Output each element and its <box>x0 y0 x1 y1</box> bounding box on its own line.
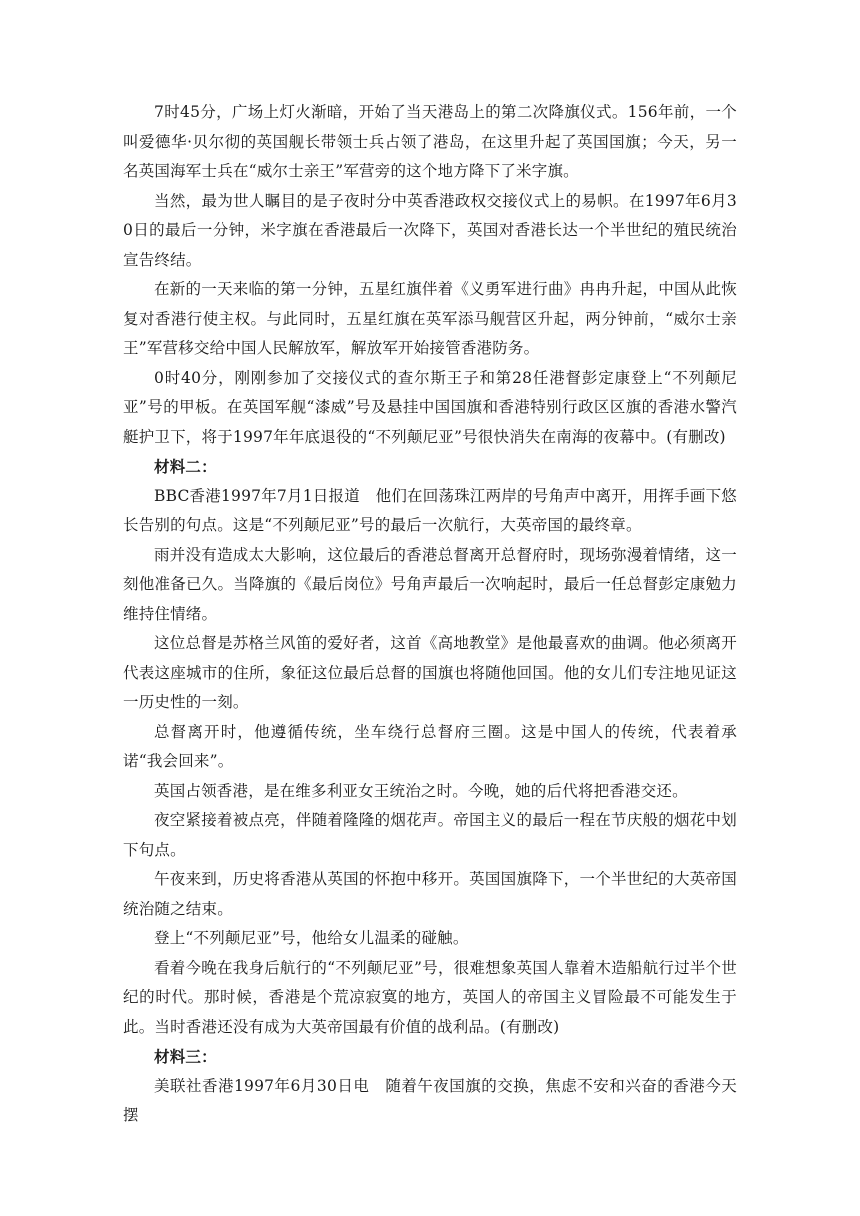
paragraph-midnight: 午夜来到，历史将香港从英国的怀抱中移开。英国国旗降下，一个半世纪的大英帝国统治随之结束。 <box>123 870 737 918</box>
material-two-heading: 材料二： <box>154 457 217 476</box>
paragraph-fireworks: 夜空紧接着被点亮，伴随着隆隆的烟花声。帝国主义的最后一程在节庆般的烟花中划下句点。 <box>123 811 737 859</box>
material-three-heading: 材料三： <box>154 1047 217 1066</box>
paragraph-wooden-ships: 看着今晚在我身后航行的“不列颠尼亚”号，很难想象英国人靠着木造船航行过半个世纪的时代。那时候，香港是个荒凉寂寞的地方，英国人的帝国主义冒险最不可能发生于此。当时香港还没有成为大英帝国最有价值的战利品。(有删改) <box>123 958 737 1036</box>
paragraph-boarding: 登上“不列颠尼亚”号，他给女儿温柔的碰触。 <box>154 929 469 947</box>
paragraph-bagpipes: 这位总督是苏格兰风笛的爱好者，这首《高地教堂》是他最喜欢的曲调。他必须离开代表这座城市的住所，象征这位最后总督的国旗也将随他回国。他的女儿们专注地见证这一历史性的一刻。 <box>123 634 737 711</box>
paragraph-queen-victoria: 英国占领香港，是在维多利亚女王统治之时。今晚，她的后代将把香港交还。 <box>154 781 688 800</box>
paragraph-britannia-departure: 0时40分，刚刚参加了交接仪式的查尔斯王子和第28任港督彭定康登上“不列颠尼亚”号的甲板。在英国军舰“漆威”号及悬挂中国国旗和香港特别行政区区旗的香港水警汽艇护卫下，将于1997年年底退役的“不列颠尼亚”号很快消失在南海的夜幕中。(有删改) <box>123 368 737 446</box>
paragraph-bbc-report: BBC香港1997年7月1日报道 他们在回荡珠江两岸的号角声中离开，用挥手画下悠长告别的句点。这是“不列颠尼亚”号的最后一次航行，大英帝国的最终章。 <box>123 486 737 534</box>
paragraph-ap-report: 美联社香港1997年6月30日电 随着午夜国旗的交换，焦虑不安和兴奋的香港今天摆 <box>123 1076 737 1124</box>
document-body <box>123 98 737 1131</box>
paragraph-midnight-handover: 当然，最为世人瞩目的是子夜时分中英香港政权交接仪式上的易帜。在1997年6月30日的最后一分钟，米字旗在香港最后一次降下，英国对香港长达一个半世纪的殖民统治宣告终结。 <box>123 191 737 269</box>
paragraph-three-circles: 总督离开时，他遵循传统，坐车绕行总督府三圈。这是中国人的传统，代表着承诺“我会回来”。 <box>123 722 737 770</box>
paragraph-flag-raising: 在新的一天来临的第一分钟，五星红旗伴着《义勇军进行曲》冉冉升起，中国从此恢复对香港行使主权。与此同时，五星红旗在英军添马舰营区升起，两分钟前，“威尔士亲王”军营移交给中国人民解放军，解放军开始接管香港防务。 <box>123 280 737 357</box>
paragraph-second-flag-lowering: 7时45分，广场上灯火渐暗，开始了当天港岛上的第二次降旗仪式。156年前，一个叫爱德华·贝尔彻的英国舰长带领士兵占领了港岛，在这里升起了英国国旗；今天，另一名英国海军士兵在“威尔士亲王”军营旁的这个地方降下了米字旗。 <box>123 103 737 180</box>
paragraph-governor-emotion: 雨并没有造成太大影响，这位最后的香港总督离开总督府时，现场弥漫着情绪，这一刻他准备已久。当降旗的《最后岗位》号角声最后一次响起时，最后一任总督彭定康勉力维持住情绪。 <box>123 545 737 623</box>
